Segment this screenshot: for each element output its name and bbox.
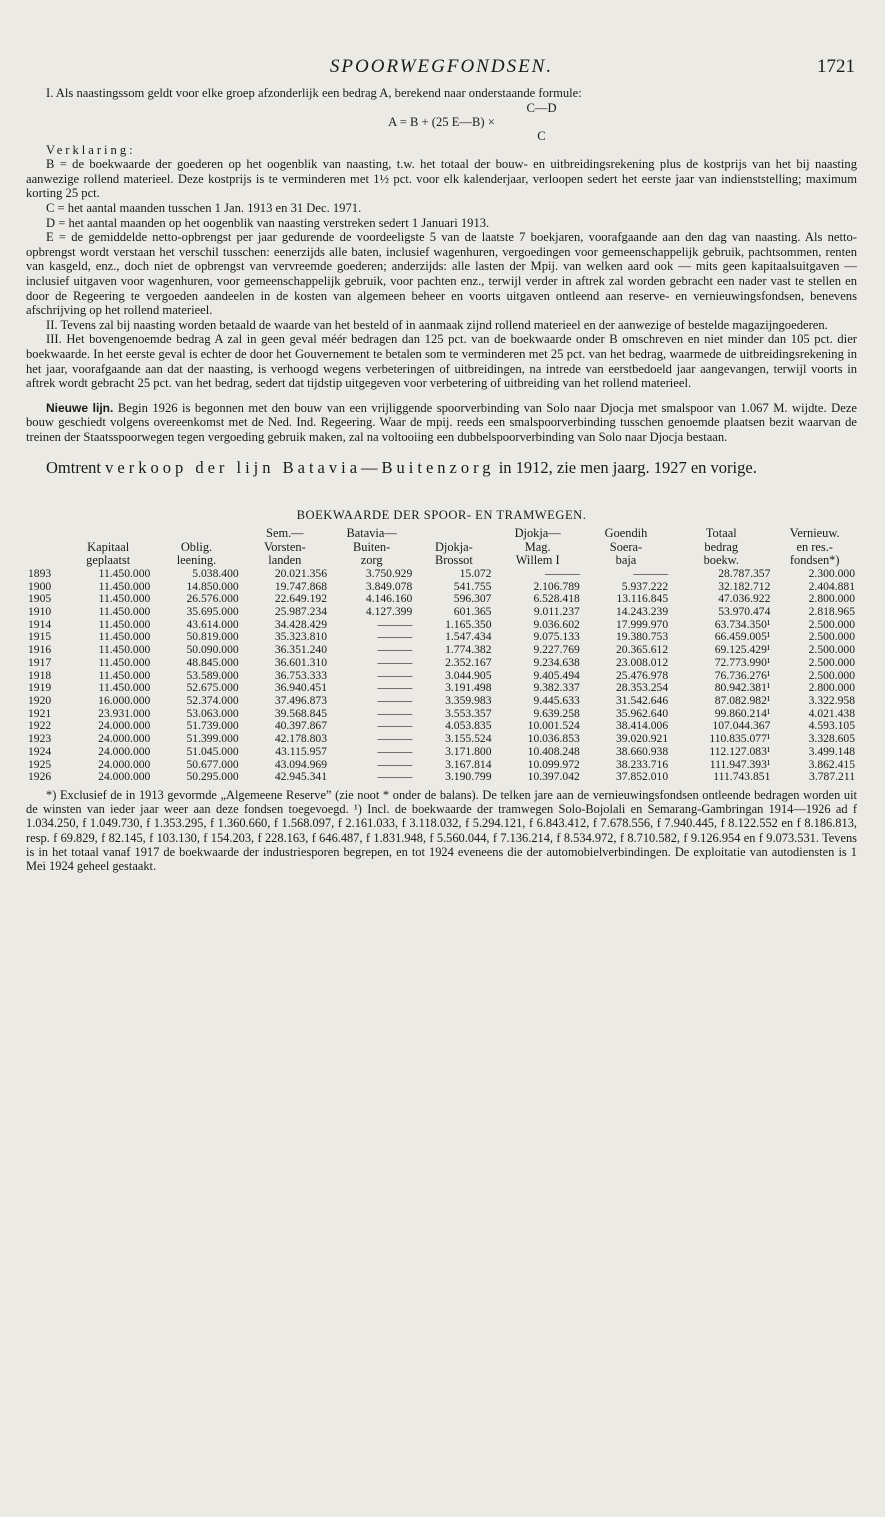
table-cell: 2.800.000 bbox=[808, 681, 855, 695]
table-header-cell bbox=[64, 527, 152, 541]
table-cell: 26.576.000 bbox=[186, 592, 239, 606]
intro-paragraph: I. Als naastingssom geldt voor elke groep afzonderlijk een bedrag A, berekend naar onderstaande formule: bbox=[46, 86, 582, 100]
table-header-cell: fondsen*) bbox=[789, 553, 840, 568]
table-cell: 37.496.873 bbox=[274, 694, 327, 707]
table-cell: ——— bbox=[377, 630, 413, 644]
table-row bbox=[26, 657, 857, 670]
table-cell: 112.127.083¹ bbox=[709, 744, 771, 758]
table-cell: 2.404.881 bbox=[808, 579, 855, 593]
table-cell: 39.568.845 bbox=[274, 706, 327, 720]
table-cell: 9.036.602 bbox=[533, 617, 580, 631]
table-cell: 16.000.000 bbox=[98, 694, 151, 707]
table-header-cell: Batavia— bbox=[346, 526, 397, 541]
table-header-cell: Brossot bbox=[434, 553, 473, 568]
table-cell: 9.445.633 bbox=[533, 694, 580, 707]
table-header-cell: baja bbox=[615, 553, 637, 568]
table-cell: 31.542.646 bbox=[615, 694, 669, 707]
definition-e: E = de gemiddelde netto-opbrengst per jaar gedurende de voordeeligste 5 van de laatste 7 boekjaren, voorafgaande aan den dag van naasting. Als netto-opbrengst wordt verstaan het verschil tusschen: eenerzijds alle baten, inclusief wagenhuren, vergoedingen voor gemeenschappelijk gebruik, pachtsommen, renten van kasgeld, enz., doch niet de opbrengst van vervreemde goederen; anderzijds: alle lasten der Mpij. van welken aard ook — mits geen kapitaalsuitgaven — inclusief uitgaven voor wagenhuren, voor gemeenschappelijk gebruik, voor pachten enz., terwijl verder in aftrek zal worden gebracht een nader vast te stellen en door de Regeering te vergoeden aandeelen in de kosten van algemeen beheer en voorts uitgaven ontleend aan reserve- en vernieuwingsfondsen, benevens afschrijving op het rollend materieel. bbox=[26, 230, 857, 318]
table-header-row bbox=[26, 541, 857, 555]
table-cell: 37.852.010 bbox=[615, 770, 669, 784]
table-cell: 2.500.000 bbox=[808, 617, 855, 631]
table-cell: 43.115.957 bbox=[275, 744, 327, 758]
boekwaarde-table bbox=[26, 527, 857, 783]
table-year-cell: 1918 bbox=[28, 668, 52, 682]
table-cell: 76.736.276¹ bbox=[714, 668, 771, 682]
table-year-cell: 1922 bbox=[28, 719, 52, 733]
table-title: BOEKWAARDE DER SPOOR- EN TRAMWEGEN. bbox=[296, 508, 587, 523]
table-cell: 40.397.867 bbox=[274, 719, 327, 733]
table-cell: 38.233.716 bbox=[615, 757, 669, 771]
table-cell: 1.547.434 bbox=[445, 630, 492, 644]
table-row bbox=[26, 568, 857, 581]
table-cell: ——— bbox=[377, 643, 413, 657]
table-cell: 5.937.222 bbox=[621, 579, 669, 593]
table-cell: 4.053.835 bbox=[445, 719, 492, 733]
footnote: *) Exclusief de in 1913 gevormde „Algemeene Reserve” (zie noot * onder de balans). De telken jare aan de vernieuwingsfondsen ontleende bedragen worden uit de winsten van ieder jaar weer aan deze fondsen toegevoegd. ¹) Incl. de boekwaarde der tramwegen Solo-Bojolali en Semarang-Gambringan 1914—1926 ad f 1.034.250, f 1.049.730, f 1.353.295, f 1.360.660, f 1.568.097, f 2.161.033, f 3.118.032, f 5.294.121, f 6.843.412, f 7.678.556, f 7.940.445, f 8.122.552 en f 8.186.813, resp. f 69.829, f 82.145, f 103.130, f 154.203, f 228.163, f 646.487, f 1.831.948, f 5.560.044, f 7.136.214, f 8.534.972, f 8.710.582, f 9.126.954 en f 9.073.531. Tevens is in het totaal vanaf 1917 de boekwaarde der industriesporen begrepen, en tot 1924 eveneens die der automobielverbindingen. De exploitatie van autodiensten is 1 Mei 1924 geheel gestaakt. bbox=[26, 787, 857, 873]
table-cell: 51.399.000 bbox=[186, 732, 239, 746]
table-header-cell: Mag. bbox=[524, 539, 551, 554]
table-header-cell: Sem.— bbox=[266, 526, 304, 541]
table-header-cell bbox=[414, 527, 493, 541]
table-header-cell bbox=[152, 527, 240, 541]
table-cell: ——— bbox=[377, 706, 413, 720]
omtrent-post: in 1912, zie men jaarg. 1927 en vorige. bbox=[494, 458, 757, 478]
table-cell: 11.450.000 bbox=[98, 605, 151, 619]
table-cell: 39.020.921 bbox=[615, 732, 669, 746]
table-cell: 47.036.922 bbox=[718, 592, 771, 606]
table-cell: 3.171.800 bbox=[445, 744, 492, 758]
table-cell: 50.090.000 bbox=[186, 643, 239, 657]
table-cell: 43.094.969 bbox=[274, 757, 327, 771]
table-header-row bbox=[26, 527, 857, 541]
table-cell: 72.773.990¹ bbox=[714, 655, 771, 669]
table-row bbox=[26, 771, 857, 784]
table-cell: 596.307 bbox=[453, 592, 492, 606]
table-cell: 50.295.000 bbox=[186, 770, 239, 784]
table-cell: 9.234.638 bbox=[533, 655, 580, 669]
table-cell: 23.931.000 bbox=[98, 706, 151, 720]
omtrent-pre: Omtrent bbox=[46, 458, 106, 478]
table-cell: 3.849.078 bbox=[365, 579, 413, 593]
table-cell: 3.191.498 bbox=[445, 681, 492, 695]
table-cell: ——— bbox=[377, 732, 413, 746]
table-cell: 69.125.429¹ bbox=[714, 643, 771, 657]
table-header-cell bbox=[26, 554, 64, 568]
table-cell: 36.753.333 bbox=[274, 668, 327, 682]
table-cell: 2.300.000 bbox=[808, 566, 855, 580]
formula bbox=[26, 101, 857, 143]
table-cell: 25.987.234 bbox=[274, 605, 327, 619]
table-cell: 11.450.000 bbox=[98, 681, 151, 695]
table-cell: 11.450.000 bbox=[98, 566, 151, 580]
table-cell: 22.649.192 bbox=[274, 592, 327, 606]
table-cell: 36.940.451 bbox=[274, 681, 327, 695]
table-cell: 3.553.357 bbox=[445, 706, 492, 720]
table-cell: 24.000.000 bbox=[98, 770, 151, 784]
table-year-cell: 1893 bbox=[28, 566, 52, 580]
page-number: 1721 bbox=[817, 56, 855, 77]
table-cell: 11.450.000 bbox=[98, 630, 151, 644]
table-cell: 4.146.160 bbox=[365, 592, 413, 606]
table-cell: 3.167.814 bbox=[445, 757, 492, 771]
table-header-cell: landen bbox=[268, 553, 302, 568]
table-header-cell: Soera- bbox=[609, 539, 643, 554]
table-year-cell: 1905 bbox=[28, 592, 52, 606]
definition-d: D = het aantal maanden op het oogenblik van naasting verstreken sedert 1 Januari 1913. bbox=[46, 215, 490, 230]
table-cell: 24.000.000 bbox=[98, 744, 151, 758]
table-header-cell: Totaal bbox=[705, 526, 737, 541]
omtrent-spaced: verkoop der lijn Batavia—Buitenzorg bbox=[105, 458, 495, 478]
table-year-cell: 1914 bbox=[28, 617, 52, 631]
formula-denominator: C bbox=[537, 128, 546, 143]
table-cell: ——— bbox=[377, 770, 413, 784]
table-cell: 11.450.000 bbox=[98, 592, 151, 606]
table-year-cell: 1921 bbox=[28, 706, 52, 720]
table-cell: 5.038.400 bbox=[192, 566, 239, 580]
table-cell: 3.190.799 bbox=[445, 770, 492, 784]
table-cell: 42.945.341 bbox=[274, 770, 327, 784]
table-cell: 51.045.000 bbox=[186, 744, 239, 758]
table-cell: 10.408.248 bbox=[527, 744, 580, 758]
table-header-cell: boekw. bbox=[703, 553, 739, 568]
table-cell: 35.323.810 bbox=[274, 630, 327, 644]
table-cell: 4.021.438 bbox=[808, 706, 855, 720]
table-header-cell: Vernieuw. bbox=[789, 526, 840, 541]
table-header-cell bbox=[26, 527, 64, 541]
table-year-cell: 1910 bbox=[28, 605, 52, 619]
table-cell: 50.677.000 bbox=[186, 757, 239, 771]
table-cell: 2.818.965 bbox=[808, 605, 855, 619]
table-row bbox=[26, 606, 857, 619]
table-cell: 9.227.769 bbox=[533, 643, 580, 657]
table-cell: ——— bbox=[633, 566, 669, 580]
table-cell: 17.999.970 bbox=[615, 617, 669, 631]
table-cell: 11.450.000 bbox=[98, 668, 151, 682]
table-cell: 24.000.000 bbox=[98, 732, 151, 746]
table-cell: 2.500.000 bbox=[808, 630, 855, 644]
table-year-cell: 1900 bbox=[28, 579, 52, 593]
verklaring-label: Verklaring: bbox=[46, 142, 136, 157]
table-year-cell: 1920 bbox=[28, 694, 52, 707]
table-cell: 3.862.415 bbox=[808, 757, 855, 771]
table-cell: 51.739.000 bbox=[186, 719, 239, 733]
table-cell: 3.359.983 bbox=[445, 694, 492, 707]
table-cell: ——— bbox=[377, 668, 413, 682]
table-header-cell: Djokja- bbox=[434, 539, 473, 554]
table-year-cell: 1917 bbox=[28, 655, 52, 669]
table-cell: 28.353.254 bbox=[615, 681, 669, 695]
table-header-cell: bedrag bbox=[704, 539, 739, 554]
table-cell: 52.374.000 bbox=[186, 694, 239, 707]
table-header-row bbox=[26, 554, 857, 568]
table-header-cell: Oblig. bbox=[180, 539, 213, 554]
table-cell: 38.414.006 bbox=[615, 719, 669, 733]
table-cell: ——— bbox=[377, 655, 413, 669]
table-year-cell: 1925 bbox=[28, 757, 52, 771]
table-cell: 2.106.789 bbox=[533, 579, 580, 593]
table-cell: 4.593.105 bbox=[808, 719, 855, 733]
table-cell: 9.639.258 bbox=[533, 706, 580, 720]
table-cell: 53.589.000 bbox=[186, 668, 239, 682]
table-row bbox=[26, 695, 857, 708]
table-cell: 1.774.382 bbox=[445, 643, 492, 657]
table-cell: 11.450.000 bbox=[98, 617, 151, 631]
table-cell: 2.352.167 bbox=[445, 655, 492, 669]
table-cell: 53.970.474 bbox=[718, 605, 771, 619]
table-cell: 2.500.000 bbox=[808, 668, 855, 682]
table-header-cell: zorg bbox=[360, 553, 383, 568]
table-cell: 34.428.429 bbox=[274, 617, 327, 631]
table-year-cell: 1923 bbox=[28, 732, 52, 746]
table-cell: 3.155.524 bbox=[445, 732, 492, 746]
table-cell: 10.397.042 bbox=[527, 770, 580, 784]
nieuwe-lijn-label: Nieuwe lijn. bbox=[46, 400, 114, 415]
table-cell: 28.787.357 bbox=[718, 566, 771, 580]
table-cell: 42.178.803 bbox=[274, 732, 327, 746]
table-cell: 14.243.239 bbox=[615, 605, 669, 619]
table-header-cell: Djokja— bbox=[514, 526, 561, 541]
table-cell: 99.860.214¹ bbox=[714, 706, 771, 720]
table-cell: 35.695.000 bbox=[186, 605, 239, 619]
table-cell: 2.800.000 bbox=[808, 592, 855, 606]
table-cell: ——— bbox=[545, 566, 580, 580]
table-cell: 9.011.237 bbox=[533, 605, 580, 619]
table-header-cell: Buiten- bbox=[353, 539, 391, 554]
table-year-cell: 1916 bbox=[28, 643, 52, 657]
running-title: SPOORWEGFONDSEN. bbox=[329, 56, 554, 77]
table-cell: 24.000.000 bbox=[98, 757, 151, 771]
table-cell: 23.008.012 bbox=[615, 655, 669, 669]
table-cell: ——— bbox=[377, 617, 413, 631]
table-header-cell: Goendih bbox=[604, 526, 648, 541]
table-cell: 50.819.000 bbox=[186, 630, 239, 644]
table-cell: 48.845.000 bbox=[186, 655, 239, 669]
table-cell: 11.450.000 bbox=[98, 655, 151, 669]
table-cell: 66.459.005¹ bbox=[714, 630, 771, 644]
table-cell: 38.660.938 bbox=[615, 744, 669, 758]
table-cell: 601.365 bbox=[453, 605, 492, 619]
table-cell: 1.165.350 bbox=[445, 617, 492, 631]
table-cell: 24.000.000 bbox=[98, 719, 151, 733]
table-cell: ——— bbox=[377, 757, 413, 771]
table-cell: 3.787.211 bbox=[809, 770, 855, 784]
formula-main: A = B + (25 E—B) × bbox=[388, 114, 495, 129]
table-cell: 9.075.133 bbox=[533, 630, 580, 644]
table-row bbox=[26, 644, 857, 657]
paragraph-iii: III. Het bovengenoemde bedrag A zal in geen geval méér bedragen dan 125 pct. van de boekwaarde onder B omschreven en niet minder dan 105 pct. dier boekwaarde. In het eerste geval is echter de door het Gouvernement te betalen som te verminderen met 25 pct. van het bedrag, waarmede de uitbreidingsrekening in het jaar, voorafgaande aan dat der naasting, is verhoogd wegens verbeteringen of uitbreidingen, na intrede van eerstbedoeld jaar aangevangen, terwijl voorts in aftrek wordt gebracht 25 pct. van het bedrag, sedert dat tijdstip uitgegeven voor verbetering of uitbreiding van het rollend materieel. bbox=[26, 332, 857, 391]
table-cell: 87.082.982¹ bbox=[714, 694, 771, 707]
table-cell: 20.021.356 bbox=[274, 566, 327, 580]
nieuwe-lijn-paragraph bbox=[26, 401, 857, 445]
table-cell: 9.382.337 bbox=[533, 681, 580, 695]
table-cell: 10.001.524 bbox=[527, 719, 580, 733]
table-cell: 6.528.418 bbox=[533, 592, 580, 606]
table-cell: 2.500.000 bbox=[808, 643, 855, 657]
table-cell: 2.500.000 bbox=[808, 655, 855, 669]
nieuwe-lijn-text: Begin 1926 is begonnen met den bouw van een vrijliggende spoorverbinding van Solo naar Djocja met smalspoor van 1.067 M. wijdte. Deze bouw geschiedt volgens overeenkomst met de Ned. Ind. Regeering. Waar de mpij. reeds een smalspoorverbinding tusschen genoemde plaatsen bezit waarvan de treinen der Staatsspoorwegen tegen vergoeding gebruik maken, zal na voltooiing een dubbelspoorverbinding van Solo naar Djocja bestaan. bbox=[26, 400, 857, 444]
page-header bbox=[26, 56, 857, 86]
table-cell: 110.835.077¹ bbox=[709, 732, 771, 746]
table-cell: 63.734.350¹ bbox=[714, 617, 771, 631]
table-cell: 3.499.148 bbox=[808, 744, 855, 758]
table-cell: ——— bbox=[377, 694, 413, 707]
table-year-cell: 1915 bbox=[28, 630, 52, 644]
table-cell: 25.476.978 bbox=[615, 668, 669, 682]
definition-b: B = de boekwaarde der goederen op het oogenblik van naasting, t.w. het totaal der bouw- en uitbreidingsrekening plus de kostprijs van het bij naasting aanwezige rollend materieel. Deze kostprijs is te verminderen met 1½ pct. voor elk kalenderjaar, verloopen sedert het eerste jaar van indienststelling; maximum korting 25 pct. bbox=[26, 157, 857, 201]
table-cell: 3.044.905 bbox=[445, 668, 492, 682]
table-cell: 111.743.851 bbox=[713, 770, 771, 784]
table-cell: 3.750.929 bbox=[365, 566, 413, 580]
table-year-cell: 1926 bbox=[28, 770, 52, 784]
table-cell: 15.072 bbox=[459, 566, 492, 580]
table-cell: 3.328.605 bbox=[808, 732, 855, 746]
table-cell: 19.380.753 bbox=[615, 630, 669, 644]
table-year-cell: 1924 bbox=[28, 744, 52, 758]
table-cell: 36.601.310 bbox=[274, 655, 327, 669]
table-year-cell: 1919 bbox=[28, 681, 52, 695]
table-cell: ——— bbox=[377, 719, 413, 733]
table-cell: 10.036.853 bbox=[527, 732, 580, 746]
table-cell: 9.405.494 bbox=[533, 668, 580, 682]
table-cell: 43.614.000 bbox=[186, 617, 239, 631]
table-cell: 11.450.000 bbox=[98, 643, 151, 657]
definition-c: C = het aantal maanden tusschen 1 Jan. 1913 en 31 Dec. 1971. bbox=[46, 200, 362, 215]
table-cell: 11.450.000 bbox=[98, 579, 151, 593]
table-row bbox=[26, 746, 857, 759]
table-header-cell: en res.- bbox=[796, 539, 833, 554]
table-cell: ——— bbox=[377, 744, 413, 758]
table-cell: 19.747.868 bbox=[274, 579, 327, 593]
table-cell: 4.127.399 bbox=[365, 605, 413, 619]
table-cell: 541.755 bbox=[453, 579, 492, 593]
table-cell: 35.962.640 bbox=[615, 706, 669, 720]
table-cell: 107.044.367 bbox=[712, 719, 771, 733]
paragraph-ii: II. Tevens zal bij naasting worden betaald de waarde van het besteld of in aanmaak zijnd rollend materieel en der aanwezige of bestelde magazijngoederen. bbox=[46, 317, 828, 332]
table-cell: 10.099.972 bbox=[527, 757, 580, 771]
table-header-cell bbox=[26, 541, 64, 555]
table-cell: ——— bbox=[377, 681, 413, 695]
table-cell: 20.365.612 bbox=[615, 643, 669, 657]
table-header-cell: Willem I bbox=[515, 553, 560, 568]
table-header-cell: Kapitaal bbox=[87, 539, 130, 554]
table-cell: 36.351.240 bbox=[274, 643, 327, 657]
formula-numerator: C—D bbox=[526, 100, 557, 115]
omtrent-paragraph bbox=[26, 458, 857, 478]
table-cell: 52.675.000 bbox=[186, 681, 239, 695]
table-cell: 13.116.845 bbox=[616, 592, 669, 606]
table-cell: 53.063.000 bbox=[186, 706, 239, 720]
table-cell: 32.182.712 bbox=[718, 579, 771, 593]
table-header-cell: Vorsten- bbox=[263, 539, 306, 554]
table-row bbox=[26, 733, 857, 746]
table-cell: 14.850.000 bbox=[186, 579, 239, 593]
table-cell: 80.942.381¹ bbox=[714, 681, 771, 695]
table-header-cell: geplaatst bbox=[86, 553, 131, 568]
table-cell: 111.947.393¹ bbox=[709, 757, 771, 771]
table-header-cell: leening. bbox=[176, 553, 217, 568]
table-cell: 3.322.958 bbox=[808, 694, 855, 707]
